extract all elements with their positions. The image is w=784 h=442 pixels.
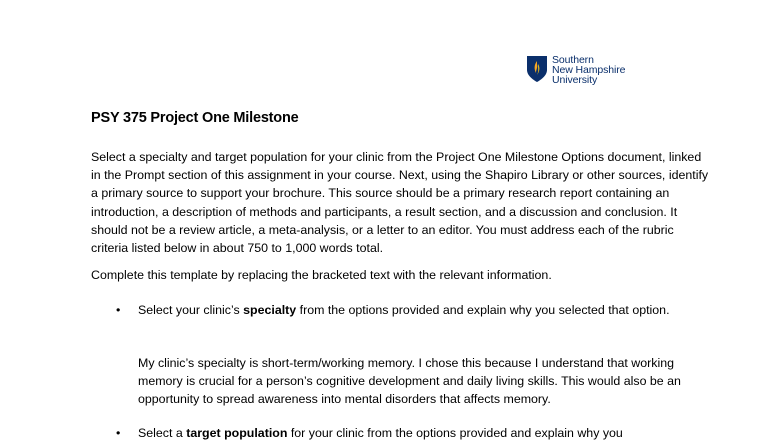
shield-flame-icon <box>526 55 548 83</box>
university-logo <box>526 55 625 85</box>
bullet-text-pre: Select a <box>138 426 187 440</box>
bullet-target-population <box>138 424 708 442</box>
bullet-marker: • <box>116 303 121 317</box>
bullet-keyword: target population <box>186 426 288 440</box>
intro-paragraph: Select a specialty and target population for your clinic from the Project One Milestone Options document, linked in the Prompt section of this assignment in your course. Next, using the Shapiro Library or other sources, identify a primary source to support your brochure. This source should be a primary research report containing an introduction, a description of methods and participants, a result section, and a discussion and conclusion. It should not be a review article, a meta-analysis, or a letter to an editor. You must address each of the rubric criteria listed below in about 750 to 1,000 words total. <box>91 150 709 256</box>
bullet-keyword: specialty <box>243 303 297 317</box>
specialty-answer: My clinic’s specialty is short-term/working memory. I chose this because I understand that working memory is crucial for a person’s cognitive development and daily living skills. This would also be an opportunity to spread awareness into mental disorders that affects memory. <box>138 356 681 407</box>
bullet-marker: • <box>116 426 121 440</box>
bullet-text-post: from the options provided and explain why you selected that option. <box>296 303 670 317</box>
document-title: PSY 375 Project One Milestone <box>91 110 299 126</box>
logo-text <box>552 55 625 85</box>
template-instruction: Complete this template by replacing the bracketed text with the relevant information. <box>91 268 552 282</box>
bullet-text-post: for your clinic from the options provided and explain why you <box>287 426 623 440</box>
logo-line-1: Southern <box>552 54 594 66</box>
logo-line-2: New Hampshire <box>552 64 626 76</box>
bullet-text-pre: Select your clinic’s <box>138 303 244 317</box>
logo-line-3: University <box>552 74 598 86</box>
bullet-specialty <box>138 301 708 319</box>
